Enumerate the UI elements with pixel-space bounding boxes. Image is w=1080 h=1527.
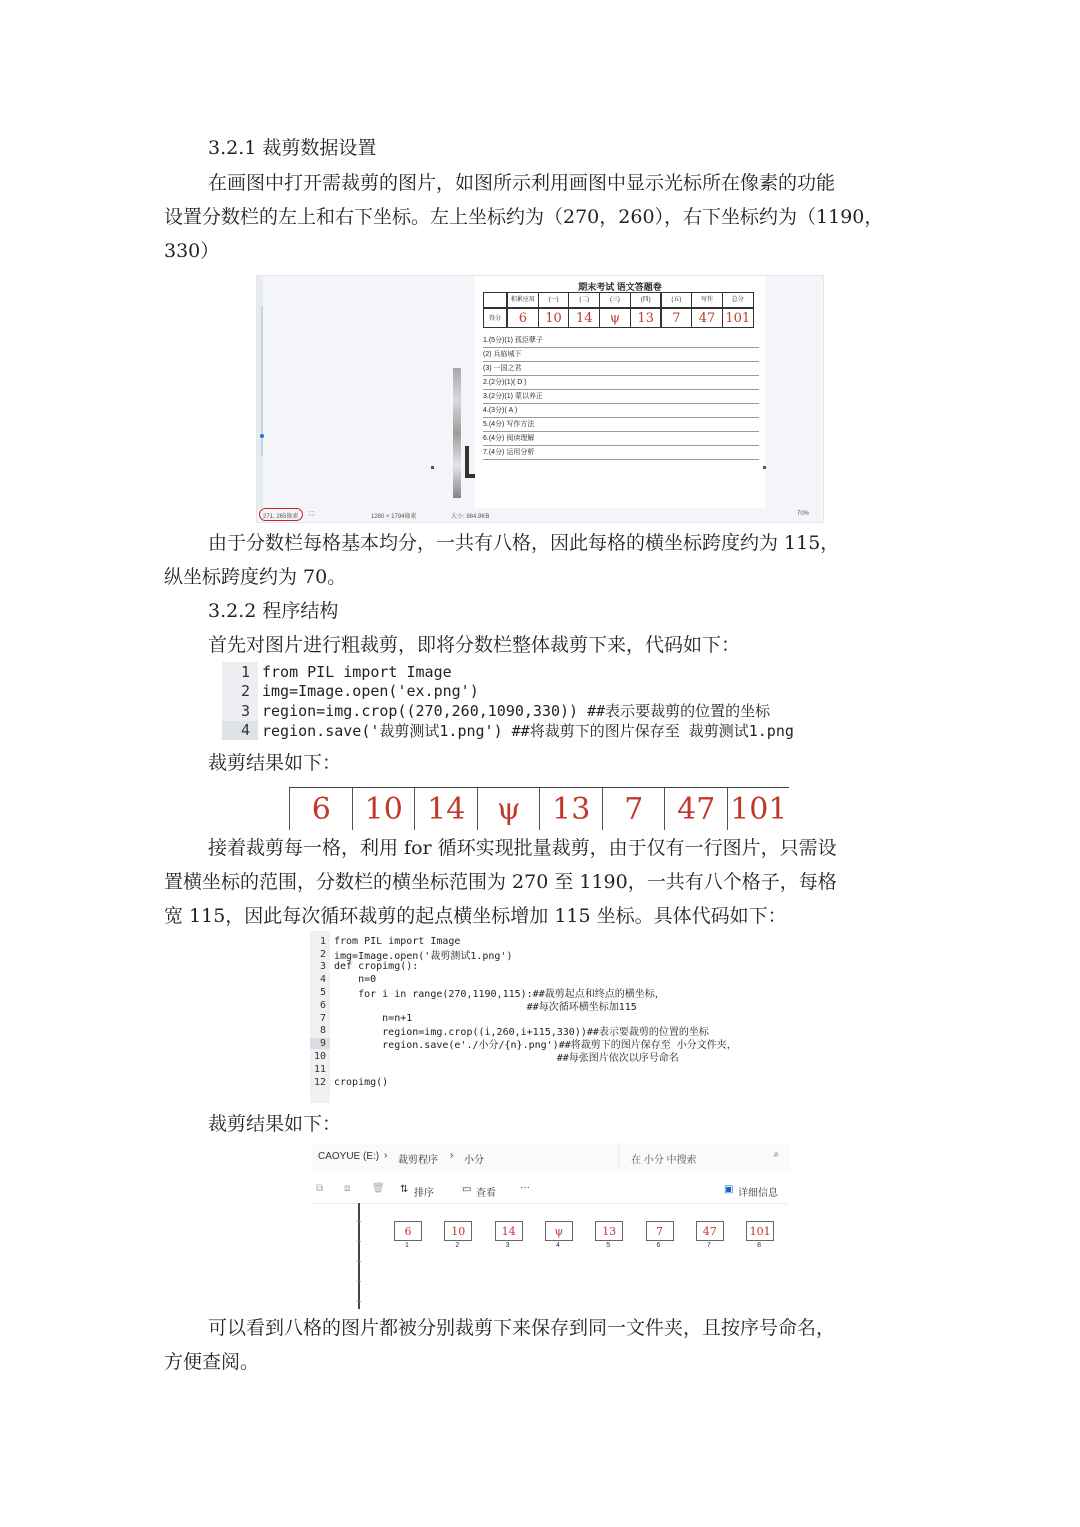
file-size: 大小: 984.9KB: [451, 514, 490, 520]
answer-sheet-title: 期末考试 语文答题卷: [578, 282, 662, 292]
score-header-cell: 写作: [691, 292, 723, 308]
select-icon: ⬚: [309, 511, 315, 517]
file-name[interactable]: 7: [706, 1242, 711, 1249]
code-text: ##每张图片依次以序号命名: [334, 1052, 679, 1064]
search-placeholder: 在 小分 中搜索: [631, 1155, 697, 1166]
paragraph-line: 方便查阅。: [164, 1351, 260, 1373]
strip-cell: 14: [414, 788, 478, 830]
line-number: 3: [319, 961, 326, 973]
score-cell: 101: [722, 308, 754, 328]
score-header-cell: (一): [538, 292, 570, 308]
copy-icon[interactable]: ⧉: [316, 1183, 324, 1194]
file-name[interactable]: 8: [757, 1242, 762, 1249]
line-number: 11: [313, 1063, 326, 1075]
code-line: [222, 701, 922, 721]
score-header-cell: (四): [630, 292, 662, 308]
breadcrumb-current[interactable]: 小分: [464, 1155, 484, 1166]
file-thumbnail[interactable]: 10: [444, 1221, 472, 1241]
result-label: 裁剪结果如下：: [208, 1113, 342, 1135]
line-number: 9: [310, 1038, 330, 1049]
line-number: 3: [222, 701, 258, 721]
line-number: 6: [319, 999, 326, 1011]
chevron-right-icon: ›: [384, 1150, 388, 1161]
code-text: cropimg(): [334, 1076, 389, 1088]
code-text: n=0: [334, 974, 377, 986]
line-number: 10: [313, 1050, 326, 1062]
status-bar: [257, 508, 823, 522]
code-text: from PIL import Image: [262, 662, 452, 681]
answer-line: 7.(4分) 运用分析: [483, 446, 759, 460]
paragraph-line: 设置分数栏的左上和右下坐标。左上坐标约为（270，260），右下坐标约为（1190，: [164, 206, 884, 228]
breadcrumb-folder[interactable]: 裁剪程序: [398, 1155, 438, 1166]
score-header-cell: (二): [568, 292, 600, 308]
file-thumbnail[interactable]: 101: [746, 1221, 774, 1241]
score-cell: 7: [661, 308, 693, 328]
file-explorer-screenshot: [312, 1143, 788, 1309]
answer-line: 3.(2分)(1) 蒙以养正: [483, 390, 759, 404]
line-number: 1: [222, 662, 258, 682]
score-header-cell: (三): [599, 292, 631, 308]
zoom-level[interactable]: 70%: [797, 511, 810, 517]
strip-cell: 13: [539, 788, 603, 830]
details-button[interactable]: 详细信息: [738, 1188, 778, 1199]
paragraph-line: 在画图中打开需裁剪的图片，如图所示利用画图中显示光标所在像素的功能: [208, 172, 836, 194]
row-label: 得分: [483, 308, 507, 328]
code-text: n=n+1: [334, 1012, 413, 1024]
answer-line: 2.(2分)(1)( D ): [483, 376, 759, 390]
file-thumbnail[interactable]: 47: [696, 1221, 724, 1241]
code-block-2: [310, 931, 790, 1103]
code-line: [222, 721, 922, 741]
line-number: 8: [319, 1025, 326, 1037]
answer-line: 1.(5分)(1) 孤臣孽子: [483, 334, 759, 348]
file-name[interactable]: 4: [555, 1242, 560, 1249]
file-name[interactable]: 3: [505, 1242, 510, 1249]
resize-handle-icon[interactable]: [763, 466, 766, 469]
score-cell: 13: [630, 308, 662, 328]
line-number: 12: [313, 1076, 326, 1088]
code-text: img=Image.open('裁剪测试1.png'): [334, 950, 513, 962]
code-line: [222, 662, 922, 682]
score-cell: 14: [568, 308, 600, 328]
score-cell: ψ: [599, 308, 631, 328]
score-table: [483, 292, 753, 328]
line-number: 2: [222, 682, 258, 702]
score-cell: 6: [507, 308, 539, 328]
code-line: [310, 1050, 679, 1063]
chevron-right-icon: ›: [450, 1150, 454, 1161]
file-name[interactable]: 5: [606, 1242, 611, 1249]
answer-line: 4.(3分)( A ): [483, 404, 759, 418]
line-number: 5: [319, 986, 326, 998]
code-line: [310, 999, 637, 1012]
code-line: [222, 682, 922, 702]
strip-cell: 6: [289, 788, 353, 830]
paragraph-line: 接着裁剪每一格，利用 for 循环实现批量裁剪，由于仅有一行图片，只需设: [208, 837, 837, 859]
file-thumbnail[interactable]: 6: [394, 1221, 422, 1241]
delete-icon[interactable]: 🗑: [372, 1183, 385, 1194]
file-name[interactable]: 6: [656, 1242, 661, 1249]
code-text: for i in range(270,1190,115):##裁剪起点和终点的横坐标，: [334, 988, 665, 1000]
paragraph-line: 置横坐标的范围，分数栏的横坐标范围为 270 至 1190，一共有八个格子，每格: [164, 871, 837, 893]
code-text: region.save('裁剪测试1.png') ##将裁剪下的图片保存至 裁剪测试1.png: [262, 721, 794, 740]
file-thumbnail[interactable]: 14: [495, 1221, 523, 1241]
code-line: [310, 1063, 334, 1076]
line-number: 4: [319, 974, 326, 986]
breadcrumb-drive[interactable]: CAOYUE (E:): [318, 1151, 380, 1162]
score-header-cell: 总分: [722, 292, 754, 308]
code-text: region.save(e'./小分/{n}.png')##将裁剪下的图片保存至 小分文件夹，: [334, 1040, 737, 1052]
code-text: from PIL import Image: [334, 935, 461, 947]
line-number: 1: [319, 935, 326, 947]
search-icon: ⌕: [773, 1149, 779, 1160]
sort-icon: ⇅: [400, 1184, 409, 1195]
line-number: 2: [319, 948, 326, 960]
sort-button[interactable]: 排序: [414, 1188, 434, 1199]
paragraph-line: 330）: [164, 240, 220, 262]
toolbar: [312, 1177, 788, 1204]
code-text: region=img.crop((270,260,1090,330)) ##表示要裁剪的位置的坐标: [262, 702, 771, 721]
file-thumbnail[interactable]: 13: [595, 1221, 623, 1241]
strip-cell: 47: [664, 788, 728, 830]
strip-cell: 10: [352, 788, 416, 830]
line-number: 7: [319, 1012, 326, 1024]
section-heading-321: 3.2.1 裁剪数据设置: [208, 137, 377, 159]
file-name[interactable]: 2: [455, 1242, 460, 1249]
score-cell: 10: [538, 308, 570, 328]
answer-sheet-image: [475, 276, 765, 508]
paragraph-line: 可以看到八格的图片都被分别裁剪下来保存到同一文件夹，且按序号命名，: [208, 1317, 836, 1339]
strip-cell: 101: [727, 788, 791, 830]
answer-line: 5.(4分) 写作方法: [483, 418, 759, 432]
code-text: img=Image.open('ex.png'): [262, 682, 479, 701]
line-number: 4: [222, 721, 258, 741]
strip-cell: ψ: [477, 788, 541, 830]
section-heading-322: 3.2.2 程序结构: [208, 600, 339, 622]
code-text: def cropimg():: [334, 961, 419, 973]
score-header-cell: (五): [661, 292, 693, 308]
code-line: [310, 1076, 388, 1089]
address-bar: [312, 1143, 788, 1171]
cursor-position: 271, 265像素: [263, 514, 299, 520]
file-thumbnail[interactable]: ψ: [545, 1221, 573, 1241]
search-input[interactable]: [618, 1143, 789, 1171]
code-block-1: [222, 662, 922, 740]
share-icon[interactable]: ⧈: [344, 1183, 351, 1194]
pin-icons: ✦ ✦ ✦ ✦ ✦: [356, 1219, 362, 1306]
score-header-cell: 积累应用: [507, 292, 539, 308]
scroll-dot-icon: [260, 434, 264, 438]
strip-cell: 7: [602, 788, 666, 830]
file-name[interactable]: 1: [405, 1242, 409, 1249]
score-cell: 47: [691, 308, 723, 328]
resize-handle-icon[interactable]: [431, 466, 434, 469]
paragraph-line: 纵坐标跨度约为 70。: [164, 566, 347, 588]
view-icon: ▭: [462, 1184, 472, 1195]
view-button[interactable]: 查看: [476, 1188, 496, 1199]
code-line: [310, 948, 512, 961]
result-label: 裁剪结果如下：: [208, 752, 342, 774]
code-text: ##每次循环横坐标加115: [334, 1001, 637, 1013]
answer-line: 6.(4分) 阅读理解: [483, 432, 759, 446]
image-size: 1280 × 1794像素: [371, 514, 417, 520]
file-thumbnail[interactable]: 7: [646, 1221, 674, 1241]
paragraph-line: 宽 115，因此每次循环裁剪的起点横坐标增加 115 坐标。具体代码如下：: [164, 905, 787, 927]
answer-line: (2) 兵临城下: [483, 348, 759, 362]
paint-screenshot: [256, 275, 824, 523]
paragraph-line: 由于分数栏每格基本均分，一共有八格，因此每格的横坐标跨度约为 115，: [208, 532, 840, 554]
more-button[interactable]: ···: [520, 1182, 530, 1193]
cropped-score-strip: [289, 787, 789, 830]
paragraph-line: 首先对图片进行粗裁剪，即将分数栏整体裁剪下来，代码如下：: [208, 634, 741, 656]
code-line: [310, 961, 418, 974]
code-text: region=img.crop((i,260,i+115,330))##表示要裁剪的位置的坐标: [334, 1027, 709, 1039]
answer-line: (3) 一国之君: [483, 362, 759, 376]
details-icon: ▣: [724, 1184, 734, 1195]
